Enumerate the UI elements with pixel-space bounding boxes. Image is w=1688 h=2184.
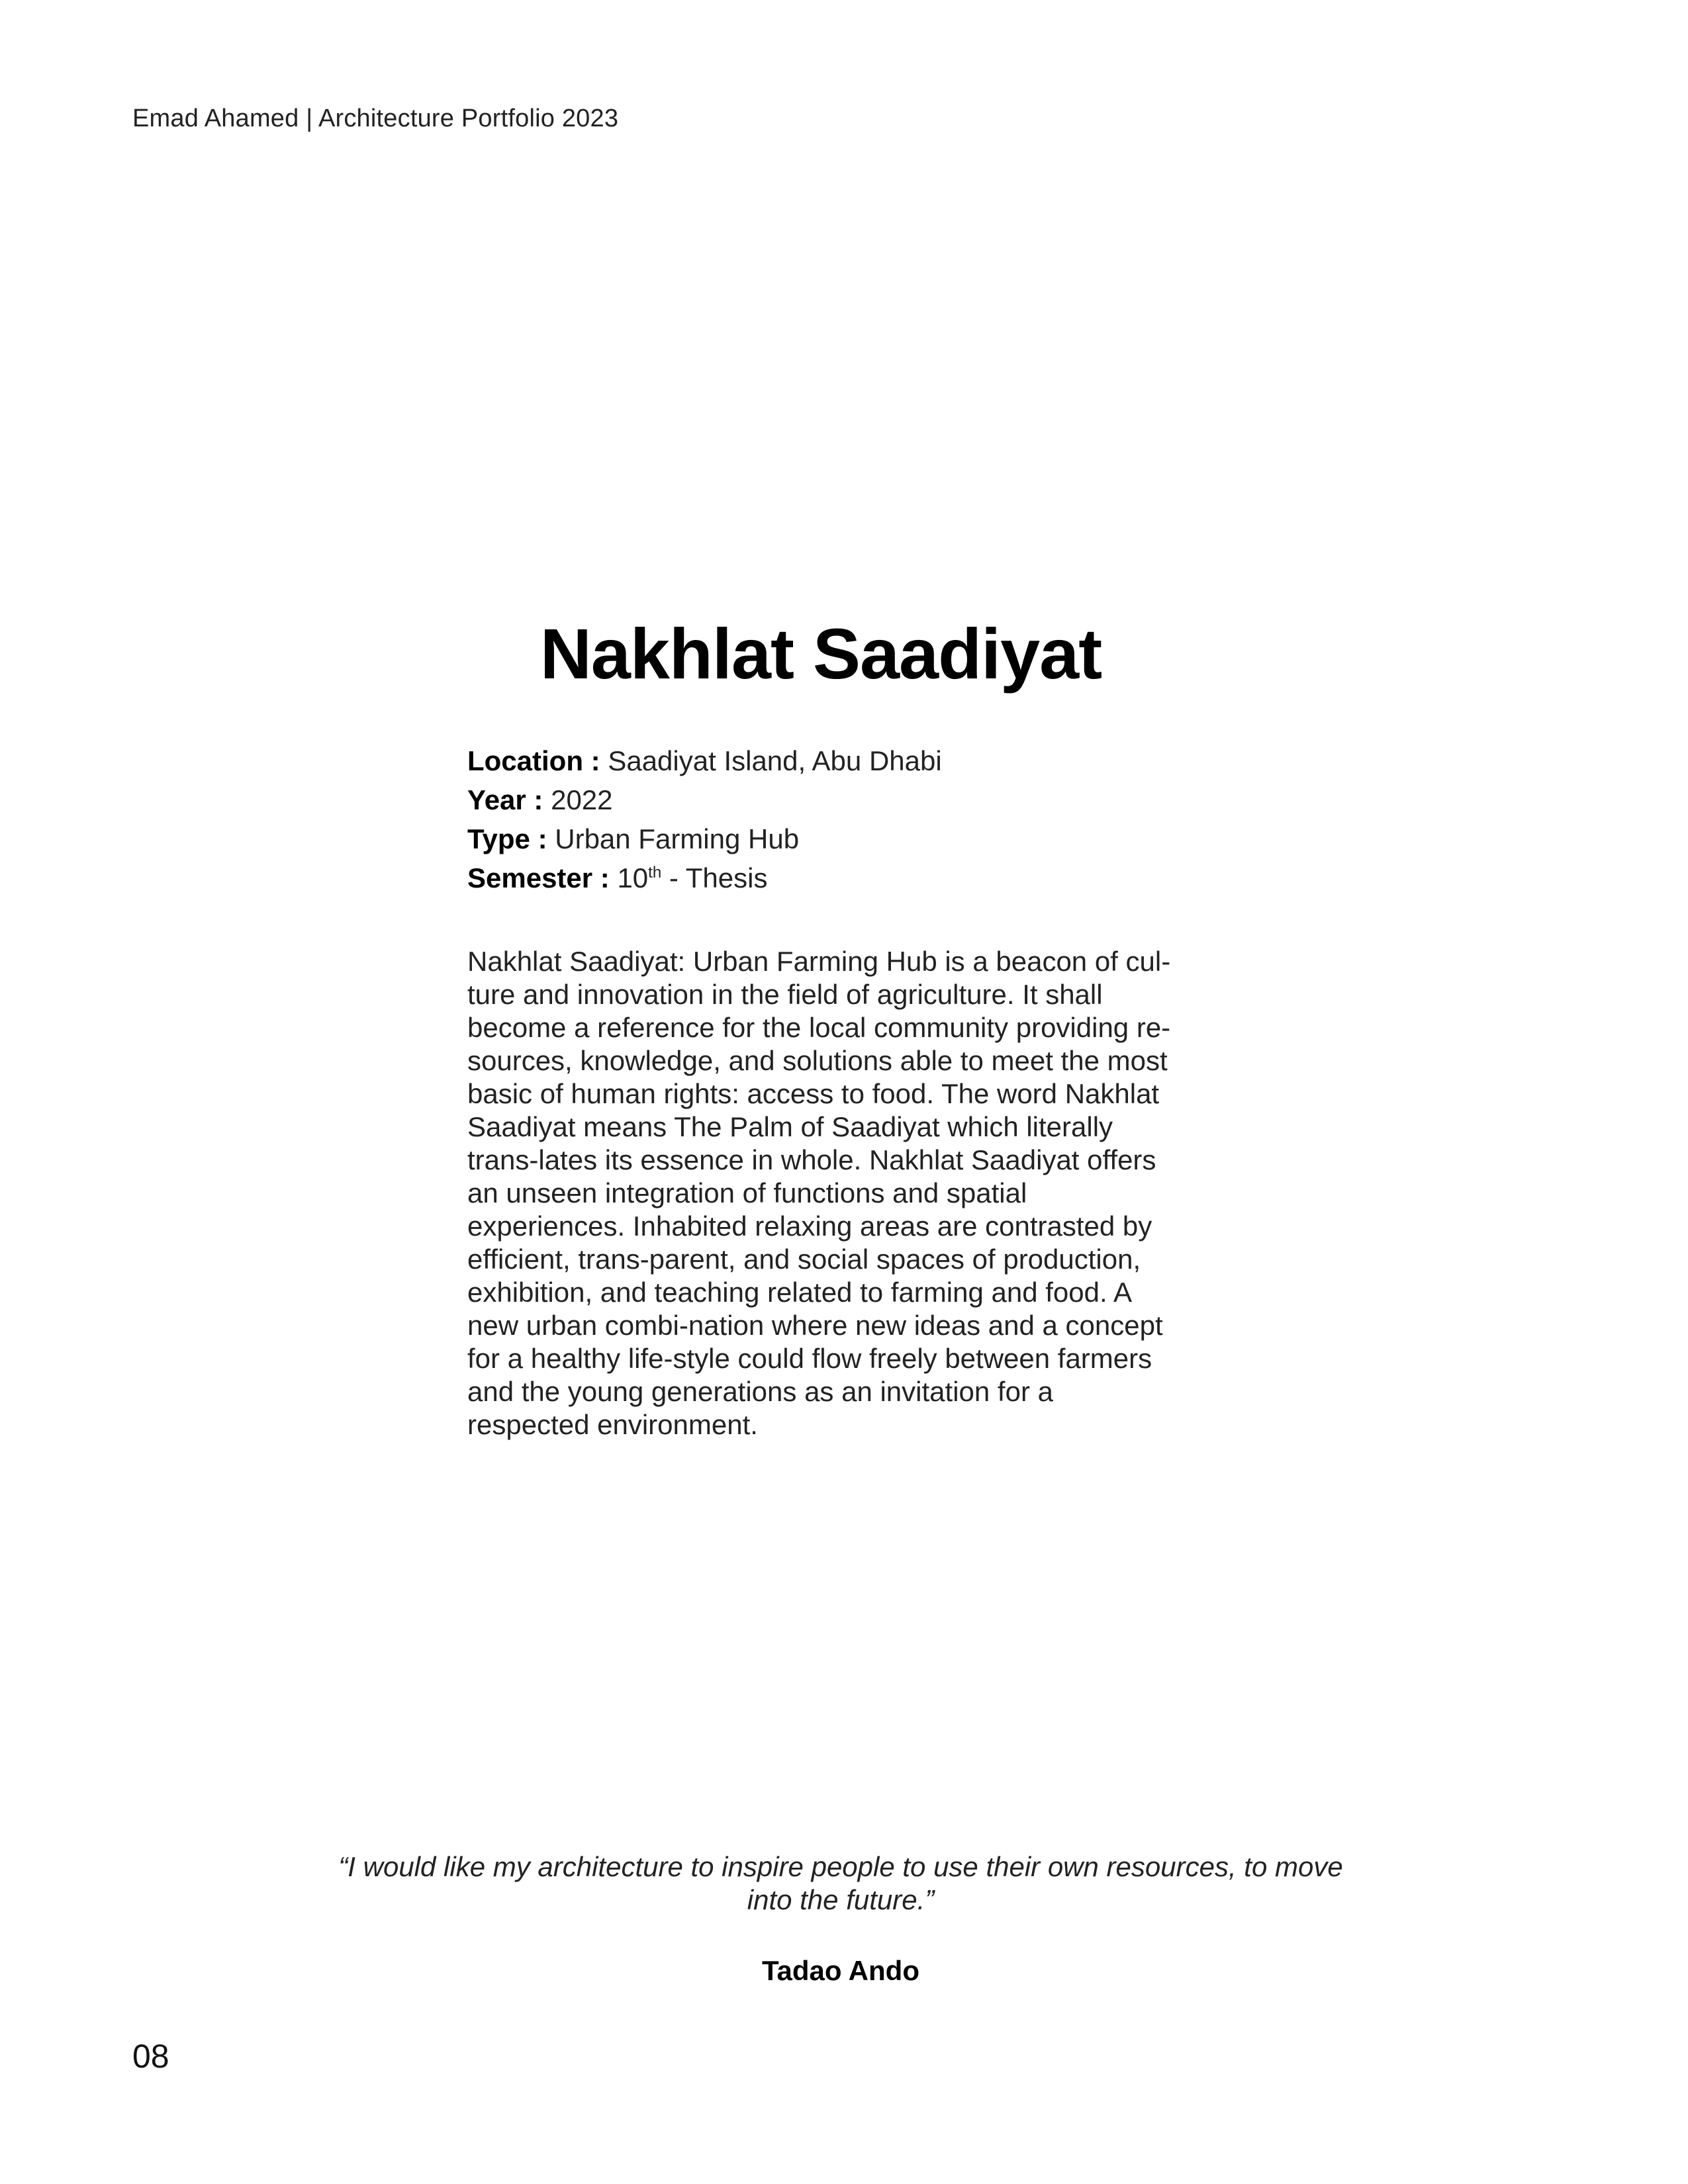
type-value: Urban Farming Hub bbox=[555, 823, 800, 854]
year-label: Year : bbox=[467, 784, 551, 815]
type-label: Type : bbox=[467, 823, 555, 854]
location-row bbox=[467, 741, 1262, 780]
semester-value bbox=[617, 862, 767, 893]
semester-number: 10 bbox=[617, 862, 649, 893]
quote-text: “I would like my architecture to inspire people to use their own resources, to move into the future.” bbox=[338, 1851, 1343, 1915]
semester-ordinal-suffix: th bbox=[648, 864, 662, 882]
year-row bbox=[467, 780, 1262, 819]
location-value: Saadiyat Island, Abu Dhabi bbox=[608, 745, 942, 776]
quote-author: Tadao Ando bbox=[762, 1955, 919, 1986]
page-header: Emad Ahamed | Architecture Portfolio 2023 bbox=[132, 105, 619, 132]
page-number: 08 bbox=[132, 2038, 169, 2075]
location-label: Location : bbox=[467, 745, 608, 776]
semester-row bbox=[467, 858, 1262, 897]
project-title: Nakhlat Saadiyat bbox=[539, 614, 1102, 694]
project-details bbox=[467, 741, 1262, 897]
year-value: 2022 bbox=[551, 784, 613, 815]
type-row bbox=[467, 819, 1262, 858]
project-description: Nakhlat Saadiyat: Urban Farming Hub is a beacon of cul-ture and innovation in the field of agriculture. It shall become a reference for the local community providing re-sources, knowledge, and solutions able to meet the most basic of human rights: access to food. The word Nakhlat Saadiyat means The Palm of Saadiyat which literally trans-lates its essence in whole. Nakhlat Saadiyat offers an unseen integration of functions and spatial experiences. Inhabited relaxing areas are contrasted by efficient, trans-parent, and social spaces of production, exhibition, and teaching related to farming and food. A new urban combi-nation where new ideas and a concept for a healthy life-style could flow freely between farmers and the young generations as an invitation for a respected environment. bbox=[467, 946, 1171, 1440]
semester-label: Semester : bbox=[467, 862, 617, 893]
semester-rest: - Thesis bbox=[661, 862, 768, 893]
